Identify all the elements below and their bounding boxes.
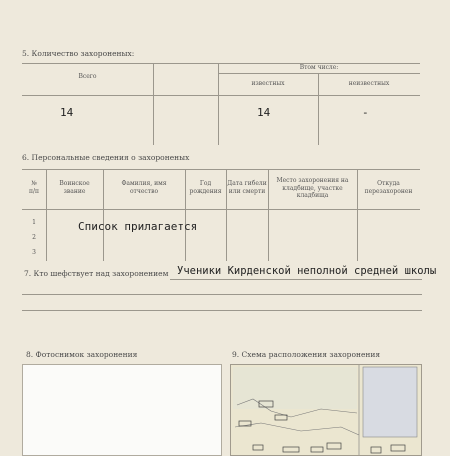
header-origin: Откуда перезахоронен (364, 180, 413, 195)
table5-divider-1 (153, 63, 154, 145)
section8-title: 8. Фотоснимок захоронения (26, 350, 138, 359)
section6-title: 6. Персональные сведения о захороненых (22, 153, 190, 162)
header-birth: Год рождения (189, 180, 222, 195)
row-number-1: 1 (32, 219, 36, 226)
table5-subheader-line (218, 73, 420, 74)
section7-label: 7. Кто шефствует над захоронением (24, 269, 169, 278)
value-known: 14 (257, 106, 271, 119)
header-place: Место захоронения на кладбище, участке кладбища (276, 177, 349, 199)
grave-photo-placeholder (22, 364, 222, 456)
scheme-drawing (231, 365, 421, 455)
header-total: Всего (78, 73, 97, 80)
header-known: известных (251, 80, 285, 87)
header-rank: Воинское звание (59, 180, 90, 195)
header-death: Дата гибели или смерти (227, 180, 267, 195)
section9-title: 9. Схема расположения захоронения (232, 350, 381, 359)
row-number-2: 2 (32, 234, 36, 241)
section5-title: 5. Количество захороненых: (22, 49, 135, 58)
table5-divider-2 (218, 63, 219, 145)
table6-header-bottom-line (22, 209, 420, 210)
blank-line-2 (22, 310, 422, 311)
list-attached-note: Список прилагается (78, 220, 198, 233)
value-total: 14 (60, 106, 74, 119)
header-unknown: неизвестных (348, 80, 390, 87)
blank-line-1 (22, 294, 422, 295)
table5-header-bottom-line (22, 95, 420, 96)
patron-value: Ученики Кирденской неполной средней школы (177, 265, 437, 277)
header-name: Фамилия, имя отчество (121, 180, 167, 195)
patron-underline (170, 279, 422, 280)
header-num: № п/п (28, 180, 40, 195)
table6-top-line (22, 169, 420, 170)
header-including: Втом числе: (299, 64, 339, 71)
row-number-3: 3 (32, 249, 36, 256)
value-unknown: - (362, 106, 369, 119)
location-scheme-map (230, 364, 422, 456)
